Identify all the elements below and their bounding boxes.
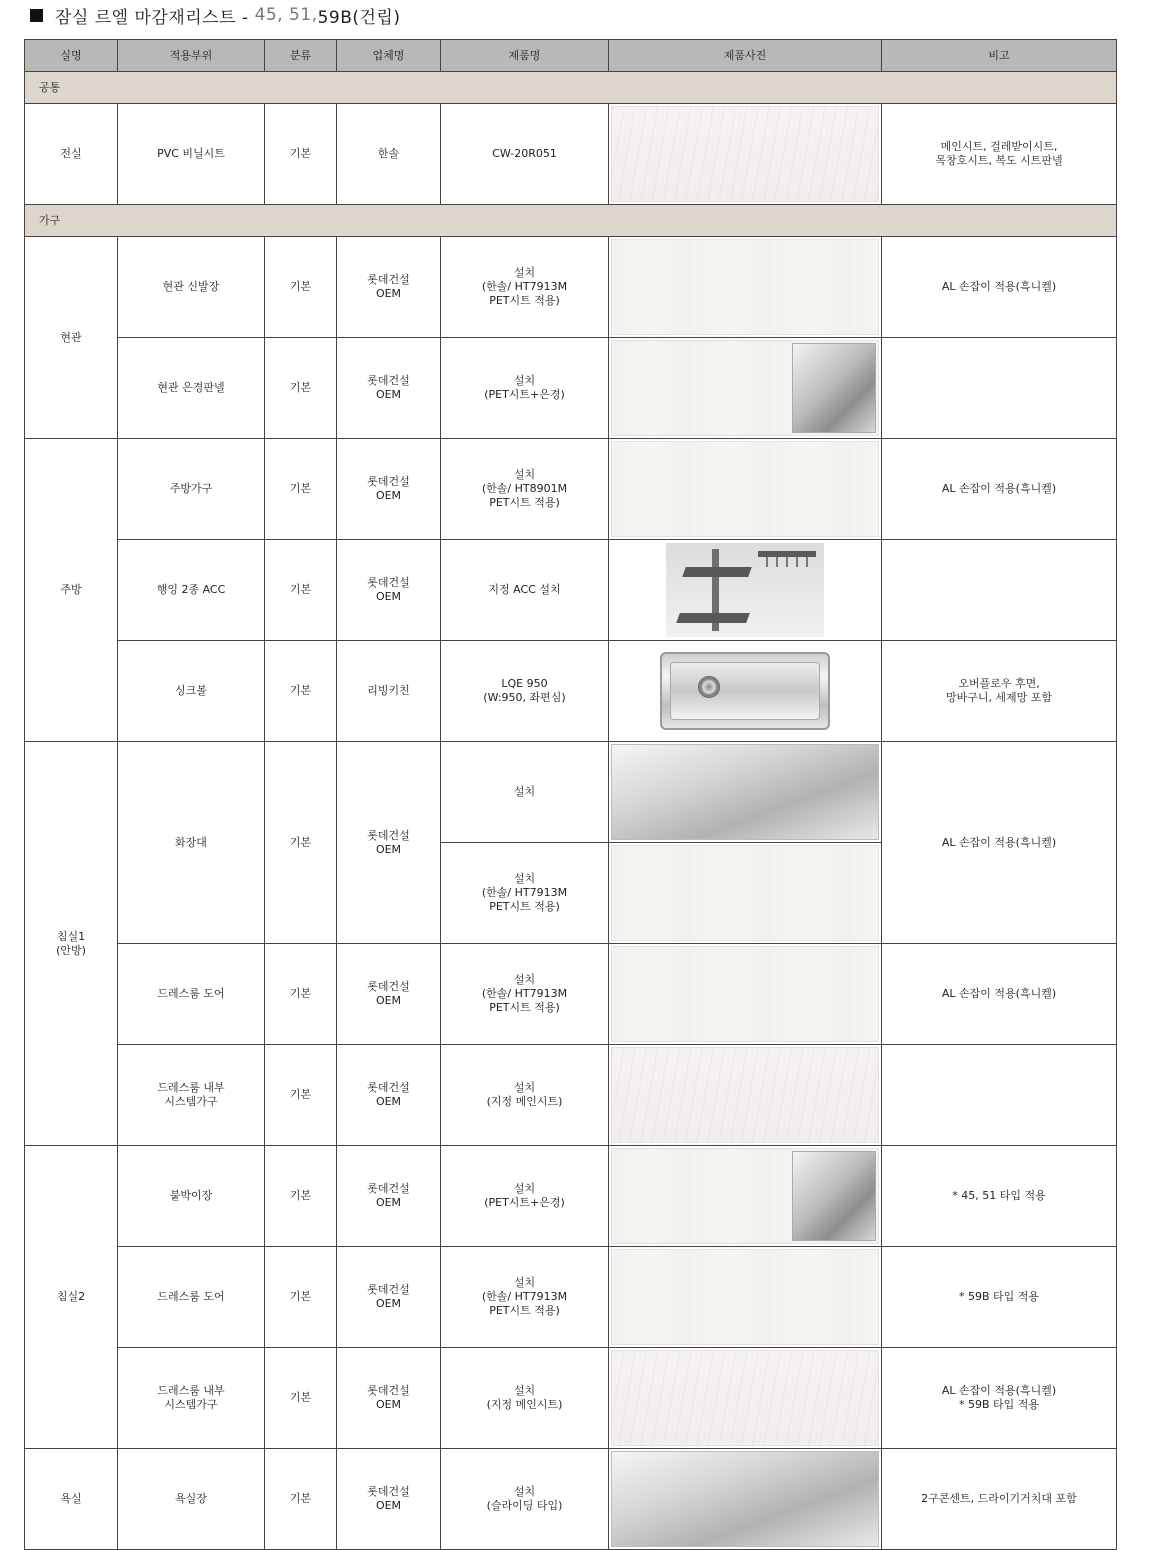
photo-cell — [609, 1449, 882, 1550]
photo-cell — [609, 944, 882, 1045]
note-cell: AL 손잡이 적용(흑니켈) — [882, 742, 1117, 944]
part-cell: 현관 은경판넬 — [118, 338, 265, 439]
photo-cell — [609, 540, 882, 641]
table-row — [25, 439, 1117, 540]
pet-sheet-swatch — [611, 239, 879, 335]
part-cell: 드레스룸 내부 시스템가구 — [118, 1045, 265, 1146]
category-cell: 기본 — [265, 1348, 337, 1449]
note-cell: AL 손잡이 적용(흑니켈) * 59B 타입 적용 — [882, 1348, 1117, 1449]
photo-cell — [609, 641, 882, 742]
section-label-common: 공통 — [25, 72, 1117, 104]
header-note: 비고 — [882, 40, 1117, 72]
product-cell: 설치 (슬라이딩 타입) — [441, 1449, 609, 1550]
note-cell: AL 손잡이 적용(흑니켈) — [882, 944, 1117, 1045]
product-cell: 설치 (한솔/ HT7913M PET시트 적용) — [441, 1247, 609, 1348]
pet-sheet-swatch — [611, 1249, 879, 1345]
part-cell: 싱크볼 — [118, 641, 265, 742]
header-category: 분류 — [265, 40, 337, 72]
product-cell: 지정 ACC 설치 — [441, 540, 609, 641]
finish-material-table — [24, 39, 1117, 1550]
pet-sheet-swatch — [611, 441, 879, 537]
category-cell: 기본 — [265, 1247, 337, 1348]
room-cell-bedroom2: 침실2 — [25, 1146, 118, 1449]
vendor-cell: 롯데건설 OEM — [337, 439, 441, 540]
room-cell-kitchen: 주방 — [25, 439, 118, 742]
square-bullet-icon — [30, 9, 43, 22]
product-cell: 설치 (PET시트+은경) — [441, 338, 609, 439]
room-cell-entrance: 현관 — [25, 237, 118, 439]
table-row — [25, 1247, 1117, 1348]
product-cell: 설치 — [441, 742, 609, 843]
category-cell: 기본 — [265, 1449, 337, 1550]
table-row — [25, 338, 1117, 439]
mirror-swatch — [611, 744, 879, 840]
category-cell: 기본 — [265, 1146, 337, 1247]
note-cell: 오버플로우 후면, 망바구니, 세제망 포함 — [882, 641, 1117, 742]
room-cell-bathroom: 욕실 — [25, 1449, 118, 1550]
category-cell: 기본 — [265, 439, 337, 540]
vendor-cell: 롯데건설 OEM — [337, 237, 441, 338]
header-photo: 제품사진 — [609, 40, 882, 72]
header-product: 제품명 — [441, 40, 609, 72]
photo-cell — [609, 1348, 882, 1449]
photo-cell — [609, 439, 882, 540]
product-cell: 설치 (PET시트+은경) — [441, 1146, 609, 1247]
note-cell: AL 손잡이 적용(흑니켈) — [882, 439, 1117, 540]
category-cell: 기본 — [265, 104, 337, 205]
mirror-panel — [792, 1151, 876, 1241]
header-part: 적용부위 — [118, 40, 265, 72]
vendor-cell: 롯데건설 OEM — [337, 944, 441, 1045]
product-cell: 설치 (지정 메인시트) — [441, 1348, 609, 1449]
table-row — [25, 641, 1117, 742]
room-cell: 전실 — [25, 104, 118, 205]
product-cell: 설치 (한솔/ HT7913M PET시트 적용) — [441, 237, 609, 338]
part-cell: 욕실장 — [118, 1449, 265, 1550]
category-cell: 기본 — [265, 641, 337, 742]
category-cell: 기본 — [265, 1045, 337, 1146]
document-title — [30, 2, 400, 28]
title-tail: 59B(건립) — [317, 7, 401, 28]
photo-cell — [609, 843, 882, 944]
product-cell: 설치 (지정 메인시트) — [441, 1045, 609, 1146]
photo-cell — [609, 1146, 882, 1247]
table-row — [25, 742, 1117, 843]
category-cell: 기본 — [265, 944, 337, 1045]
table-row — [25, 237, 1117, 338]
header-vendor: 업체명 — [337, 40, 441, 72]
note-cell: * 45, 51 타입 적용 — [882, 1146, 1117, 1247]
note-cell: AL 손잡이 적용(흑니켈) — [882, 237, 1117, 338]
table-row — [25, 1146, 1117, 1247]
wood-texture-swatch — [611, 1350, 879, 1446]
pet-sheet-swatch — [611, 845, 879, 941]
vendor-cell: 리빙키친 — [337, 641, 441, 742]
mirror-panel — [792, 343, 876, 433]
part-cell: 행잉 2종 ACC — [118, 540, 265, 641]
vendor-cell: 롯데건설 OEM — [337, 540, 441, 641]
vendor-cell: 롯데건설 OEM — [337, 1449, 441, 1550]
table-row — [25, 1348, 1117, 1449]
title-main: 잠실 르엘 마감재리스트 - — [55, 7, 249, 28]
table-row — [25, 1045, 1117, 1146]
part-cell: 붙박이장 — [118, 1146, 265, 1247]
room-cell-bedroom1: 침실1 (안방) — [25, 742, 118, 1146]
note-cell: 메인시트, 걸레받이시트, 목창호시트, 복도 시트판넬 — [882, 104, 1117, 205]
pet-sheet-swatch — [611, 946, 879, 1042]
title-sub: 45, 51, — [254, 5, 318, 25]
vendor-cell: 롯데건설 OEM — [337, 1247, 441, 1348]
photo-cell — [609, 104, 882, 205]
photo-cell — [609, 338, 882, 439]
table-header-row — [25, 40, 1117, 72]
section-row-furniture — [25, 205, 1117, 237]
note-cell — [882, 1045, 1117, 1146]
photo-cell — [609, 1045, 882, 1146]
part-cell: 주방가구 — [118, 439, 265, 540]
note-cell — [882, 338, 1117, 439]
photo-cell — [609, 237, 882, 338]
vendor-cell: 롯데건설 OEM — [337, 1045, 441, 1146]
part-cell: 화장대 — [118, 742, 265, 944]
note-cell — [882, 540, 1117, 641]
wood-texture-swatch — [611, 106, 879, 202]
photo-cell — [609, 742, 882, 843]
product-cell: 설치 (한솔/ HT7913M PET시트 적용) — [441, 944, 609, 1045]
vendor-cell: 롯데건설 OEM — [337, 1348, 441, 1449]
product-cell: 설치 (한솔/ HT7913M PET시트 적용) — [441, 843, 609, 944]
product-cell: LQE 950 (W:950, 좌편심) — [441, 641, 609, 742]
vendor-cell: 롯데건설 OEM — [337, 742, 441, 944]
vendor-cell: 롯데건설 OEM — [337, 1146, 441, 1247]
product-cell: 설치 (한솔/ HT8901M PET시트 적용) — [441, 439, 609, 540]
sink-bowl-photo — [660, 652, 830, 730]
wood-texture-swatch — [611, 1047, 879, 1143]
table-row — [25, 104, 1117, 205]
part-cell: 드레스룸 내부 시스템가구 — [118, 1348, 265, 1449]
category-cell: 기본 — [265, 540, 337, 641]
product-cell: CW-20R051 — [441, 104, 609, 205]
table-row — [25, 540, 1117, 641]
drain-icon — [698, 676, 720, 698]
note-cell: * 59B 타입 적용 — [882, 1247, 1117, 1348]
vendor-cell: 롯데건설 OEM — [337, 338, 441, 439]
part-cell: 드레스룸 도어 — [118, 944, 265, 1045]
part-cell: PVC 비닐시트 — [118, 104, 265, 205]
vendor-cell: 한솔 — [337, 104, 441, 205]
pet-sheet-mirror-swatch — [611, 340, 879, 436]
category-cell: 기본 — [265, 237, 337, 338]
section-row-common — [25, 72, 1117, 104]
category-cell: 기본 — [265, 742, 337, 944]
part-cell: 현관 신발장 — [118, 237, 265, 338]
header-room: 실명 — [25, 40, 118, 72]
category-cell: 기본 — [265, 338, 337, 439]
mirror-swatch — [611, 1451, 879, 1547]
table-row — [25, 1449, 1117, 1550]
hanging-rack-photo — [666, 543, 824, 637]
photo-cell — [609, 1247, 882, 1348]
part-cell: 드레스룸 도어 — [118, 1247, 265, 1348]
pet-sheet-mirror-swatch — [611, 1148, 879, 1244]
note-cell: 2구콘센트, 드라이기거치대 포함 — [882, 1449, 1117, 1550]
table-row — [25, 944, 1117, 1045]
section-label-furniture: 가구 — [25, 205, 1117, 237]
